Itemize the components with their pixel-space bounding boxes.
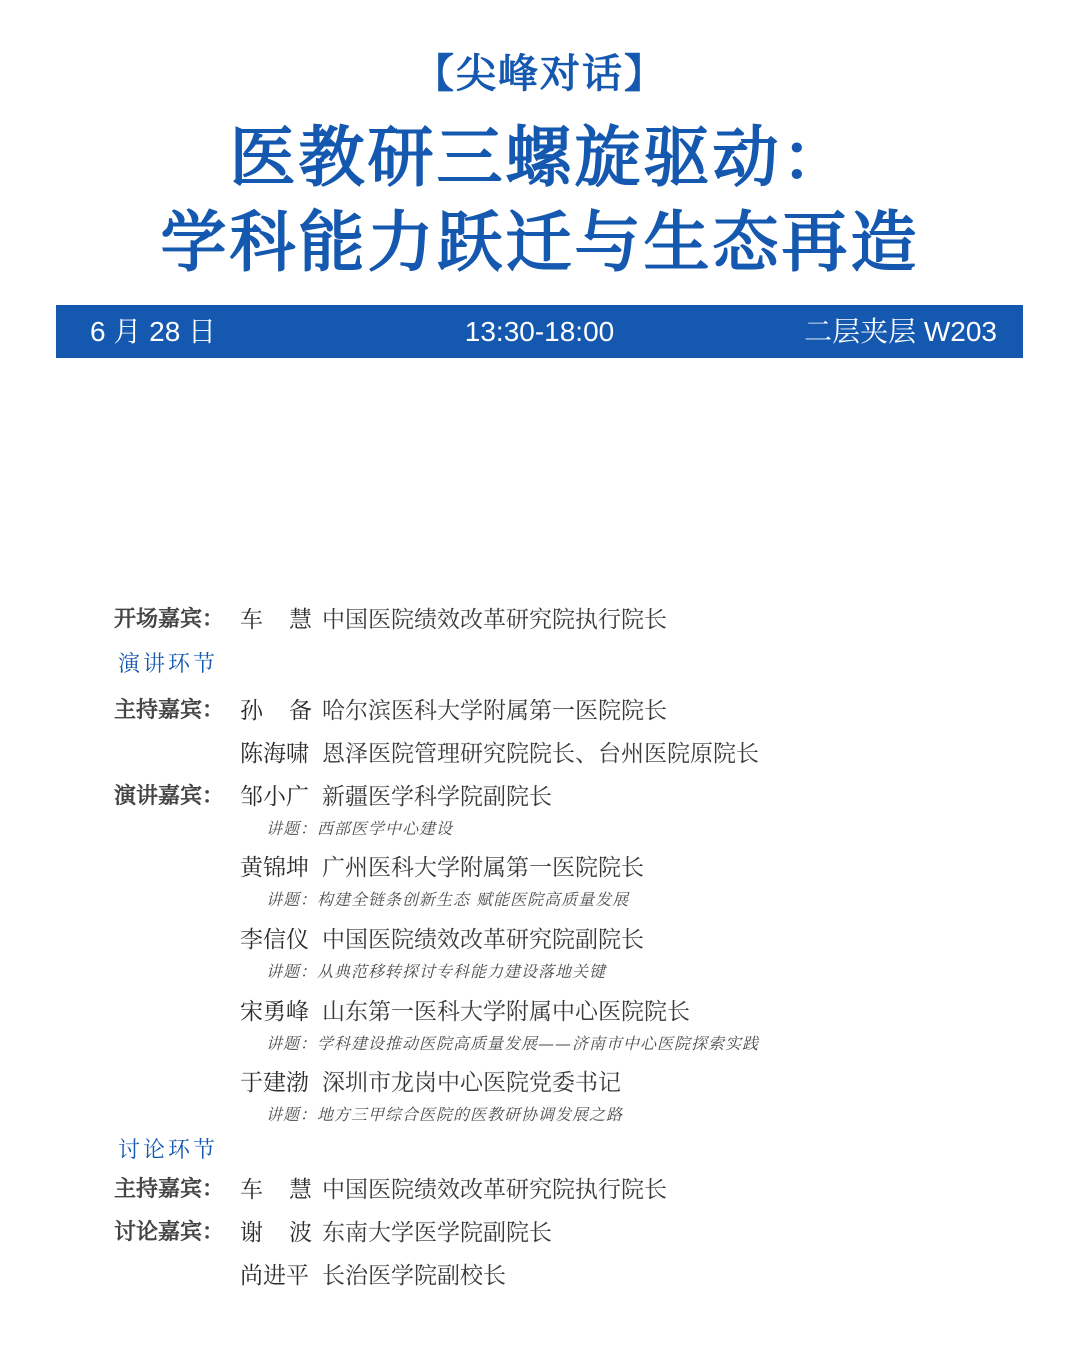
guest-name: 李信仪 — [240, 927, 309, 953]
role-label: 主持嘉宾： — [114, 1177, 225, 1202]
guest-name: 尚进平 — [240, 1263, 309, 1289]
guest-title: 中国医院绩效改革研究院执行院长 — [322, 607, 667, 633]
speaker-row — [0, 777, 1080, 817]
section-heading-speech: 演讲环节 — [118, 652, 219, 677]
guest-title: 广州医科大学附属第一医院院长 — [322, 855, 644, 881]
speaker-row — [0, 992, 1080, 1032]
guest-title: 东南大学医学院副院长 — [322, 1220, 552, 1246]
role-label: 演讲嘉宾： — [114, 784, 225, 809]
speech-topic: 讲题：学科建设推动医院高质量发展——济南市中心医院探索实践 — [266, 1034, 760, 1053]
guest-name: 谢 波 — [240, 1220, 312, 1246]
location-label: 二层夹层 W203 — [804, 316, 997, 347]
guest-title: 中国医院绩效改革研究院执行院长 — [322, 1177, 667, 1203]
guest-name: 车 慧 — [240, 1177, 312, 1203]
guest-name: 陈海啸 — [240, 741, 309, 767]
event-tag: 【尖峰对话】 — [414, 51, 666, 97]
page-title-line1: 医教研三螺旋驱动： — [229, 119, 851, 196]
time-label: 13:30-18:00 — [464, 316, 615, 347]
guest-name: 孙 备 — [240, 698, 312, 724]
date-label: 6 月 28 日 — [90, 316, 217, 347]
guest-title: 哈尔滨医科大学附属第一医院院长 — [322, 698, 667, 724]
guest-name: 黄锦坤 — [240, 855, 309, 881]
speaker-row — [0, 920, 1080, 960]
discussion-host-row — [0, 1170, 1080, 1210]
guest-title: 深圳市龙岗中心医院党委书记 — [322, 1070, 621, 1096]
speech-topic: 讲题：西部医学中心建设 — [266, 819, 454, 838]
role-label: 主持嘉宾： — [114, 698, 225, 723]
opening-row — [0, 600, 1080, 640]
guest-name: 宋勇峰 — [240, 999, 309, 1025]
speech-topic: 讲题：地方三甲综合医院的医教研协调发展之路 — [266, 1105, 624, 1124]
guest-name: 车 慧 — [240, 607, 312, 633]
host-row — [0, 734, 1080, 774]
host-row — [0, 691, 1080, 731]
guest-name: 于建渤 — [240, 1070, 309, 1096]
guest-name: 邹小广 — [240, 784, 309, 810]
panelist-row — [0, 1213, 1080, 1253]
speaker-row — [0, 1063, 1080, 1103]
role-label: 讨论嘉宾： — [114, 1220, 225, 1245]
role-label: 开场嘉宾： — [114, 607, 225, 632]
section-heading-discussion: 讨论环节 — [118, 1138, 219, 1163]
guest-title: 中国医院绩效改革研究院副院长 — [322, 927, 644, 953]
speaker-row — [0, 848, 1080, 888]
guest-title: 新疆医学科学院副院长 — [322, 784, 552, 810]
panelist-row — [0, 1256, 1080, 1296]
guest-title: 恩泽医院管理研究院院长、台州医院原院长 — [322, 741, 759, 767]
info-bar — [56, 305, 1023, 358]
speech-topic: 讲题：构建全链条创新生态 赋能医院高质量发展 — [266, 890, 630, 909]
speech-topic: 讲题：从典范移转探讨专科能力建设落地关键 — [266, 962, 607, 981]
guest-title: 山东第一医科大学附属中心医院院长 — [322, 999, 690, 1025]
guest-title: 长治医学院副校长 — [322, 1263, 506, 1289]
page-title-line2: 学科能力跃迁与生态再造 — [160, 204, 920, 281]
